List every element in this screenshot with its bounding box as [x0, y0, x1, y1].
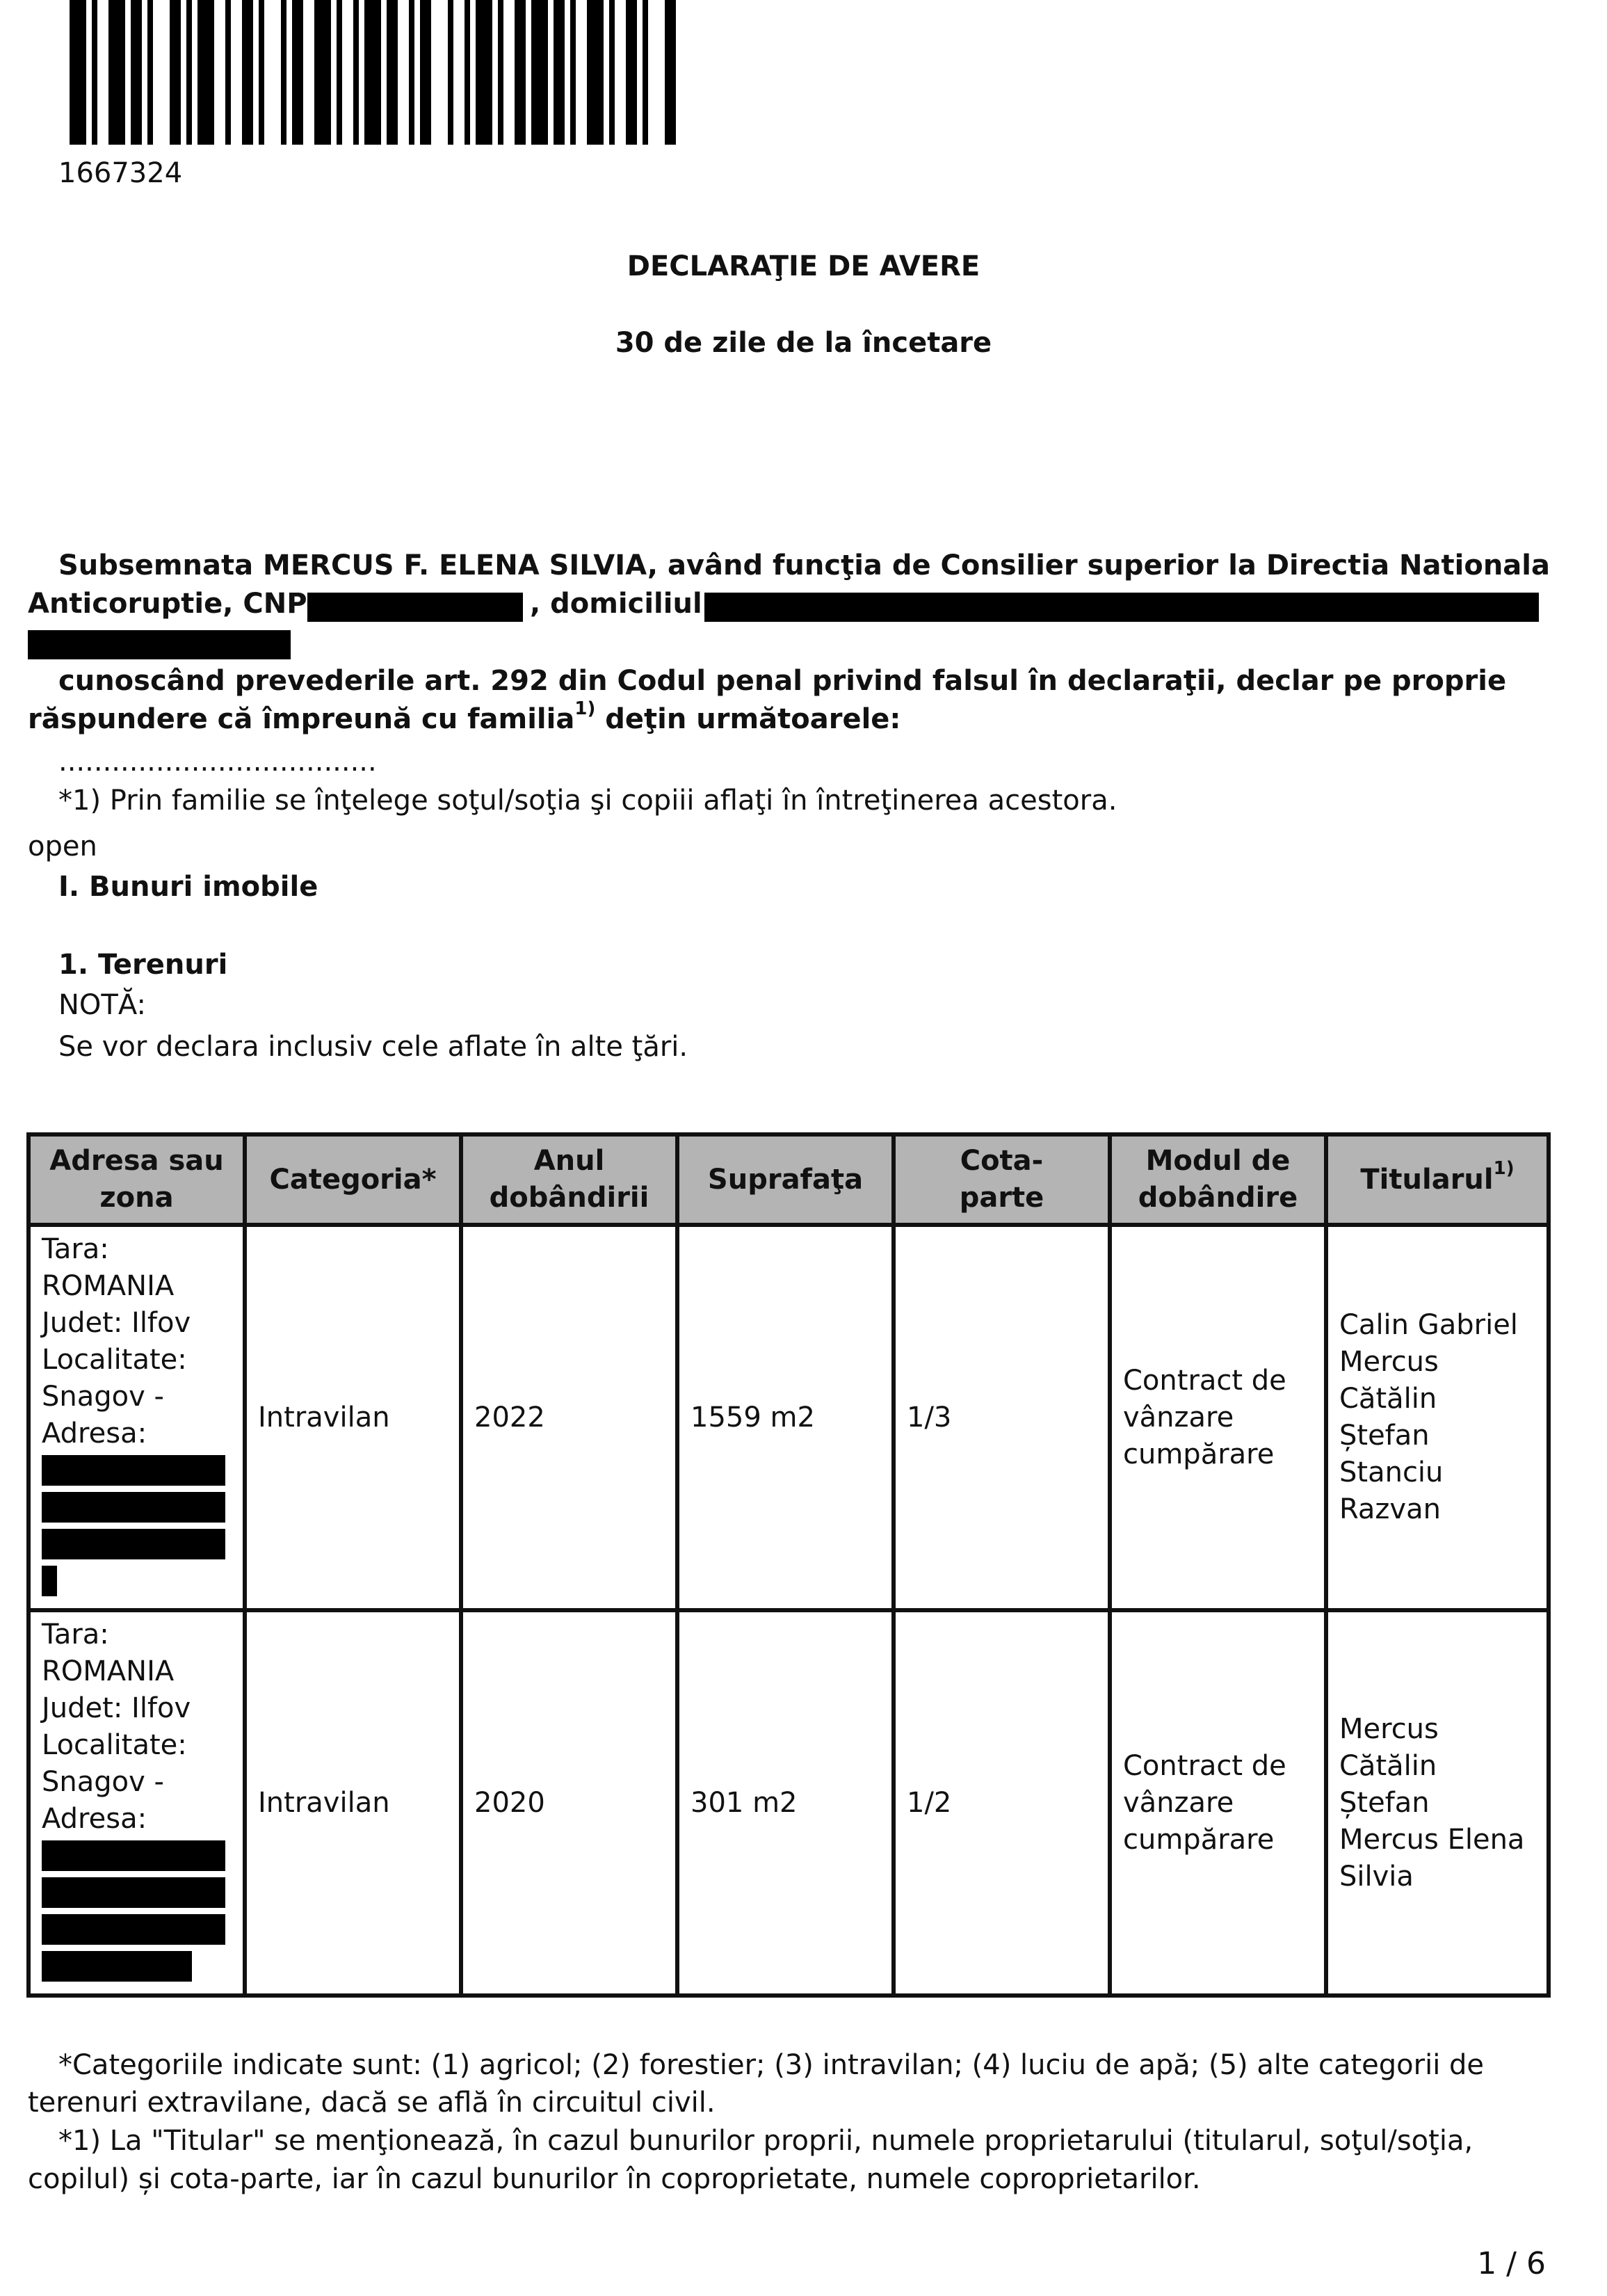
- dotted-line: ....................................: [58, 746, 377, 778]
- land-table: [26, 1132, 1551, 1998]
- header-share: Cota- parte: [894, 1134, 1110, 1225]
- redacted-line: [42, 1840, 225, 1871]
- header-category: Categoria*: [245, 1134, 461, 1225]
- intro-line-2b: , domiciliul: [530, 588, 702, 620]
- holder-footnote-line-1: *1) La "Titular" se menţionează, în cazul bunurilor proprii, numele proprietarului (titularul, soţul/soţia,: [58, 2125, 1473, 2157]
- holder-footnote-line-2: copilul) și cota-parte, iar în cazul bunurilor în coproprietate, numele coproprietarilor.: [28, 2163, 1201, 2195]
- cell-share: 1/3: [894, 1225, 1110, 1610]
- redacted-cnp: [307, 593, 523, 622]
- table-row: [29, 1225, 1549, 1610]
- page-number: 1 / 6: [1477, 2246, 1546, 2281]
- document-subtitle: 30 de zile de la încetare: [615, 327, 992, 359]
- barcode-number: 1667324: [58, 157, 183, 189]
- cell-year: 2020: [461, 1610, 677, 1996]
- cell-mode: Contract de vânzare cumpărare: [1110, 1610, 1326, 1996]
- nota-text: Se vor declara inclusiv cele aflate în alte ţări.: [58, 1031, 688, 1063]
- cell-year: 2022: [461, 1225, 677, 1610]
- cell-category: Intravilan: [245, 1610, 461, 1996]
- redacted-line: [42, 1492, 225, 1523]
- section-heading: I. Bunuri imobile: [58, 871, 318, 903]
- cell-holder: Calin Gabriel Mercus Cătălin Ștefan Stanciu Razvan: [1326, 1225, 1549, 1610]
- redacted-line: [42, 1877, 225, 1908]
- intro-line-3: cunoscând prevederile art. 292 din Codul penal privind falsul în declaraţii, declar pe proprie: [58, 665, 1507, 697]
- table-header-row: [29, 1134, 1549, 1225]
- header-address: Adresa sau zona: [29, 1134, 245, 1225]
- intro-line-2a: Anticoruptie, CNP: [28, 588, 307, 620]
- family-footnote: *1) Prin familie se înţelege soţul/soţia şi copiii aflaţi în întreţinerea acestora.: [58, 785, 1117, 817]
- table-row: [29, 1610, 1549, 1996]
- header-mode: Modul de dobândire: [1110, 1134, 1326, 1225]
- category-footnote-line-1: *Categoriile indicate sunt: (1) agricol; (2) forestier; (3) intravilan; (4) luciu de apă; (5) alte categorii de: [58, 2049, 1485, 2081]
- redacted-line: [42, 1914, 225, 1945]
- intro-line-1: Subsemnata MERCUS F. ELENA SILVIA, având funcţia de Consilier superior la Directia Nationala: [58, 549, 1550, 581]
- cell-mode: Contract de vânzare cumpărare: [1110, 1225, 1326, 1610]
- cell-address: Tara: ROMANIA Judet: Ilfov Localitate: Snagov - Adresa:: [29, 1610, 245, 1996]
- redacted-line: [42, 1529, 225, 1559]
- cell-share: 1/2: [894, 1610, 1110, 1996]
- redacted-line: [42, 1566, 57, 1596]
- open-label: open: [28, 830, 97, 862]
- redacted-address-1: [704, 593, 1539, 622]
- nota-label: NOTĂ:: [58, 989, 146, 1021]
- barcode: [70, 0, 862, 145]
- cell-address: Tara: ROMANIA Judet: Ilfov Localitate: Snagov - Adresa:: [29, 1225, 245, 1610]
- section-subheading: 1. Terenuri: [58, 949, 228, 981]
- redacted-address-2: [28, 630, 291, 659]
- header-holder: Titularul$^{1)}$: [1326, 1134, 1549, 1225]
- document-title: DECLARAŢIE DE AVERE: [627, 250, 980, 282]
- header-area: Suprafaţa: [677, 1134, 894, 1225]
- cell-holder: Mercus Cătălin Ștefan Mercus Elena Silvia: [1326, 1610, 1549, 1996]
- category-footnote-line-2: terenuri extravilane, dacă se află în circuitul civil.: [28, 2087, 716, 2119]
- intro-line-4: răspundere că împreună cu familia$^{1)}$ deţin următoarele:: [28, 698, 901, 735]
- cell-area: 301 m2: [677, 1610, 894, 1996]
- header-year: Anul dobândirii: [461, 1134, 677, 1225]
- cell-category: Intravilan: [245, 1225, 461, 1610]
- redacted-line: [42, 1951, 192, 1982]
- redacted-line: [42, 1455, 225, 1486]
- cell-area: 1559 m2: [677, 1225, 894, 1610]
